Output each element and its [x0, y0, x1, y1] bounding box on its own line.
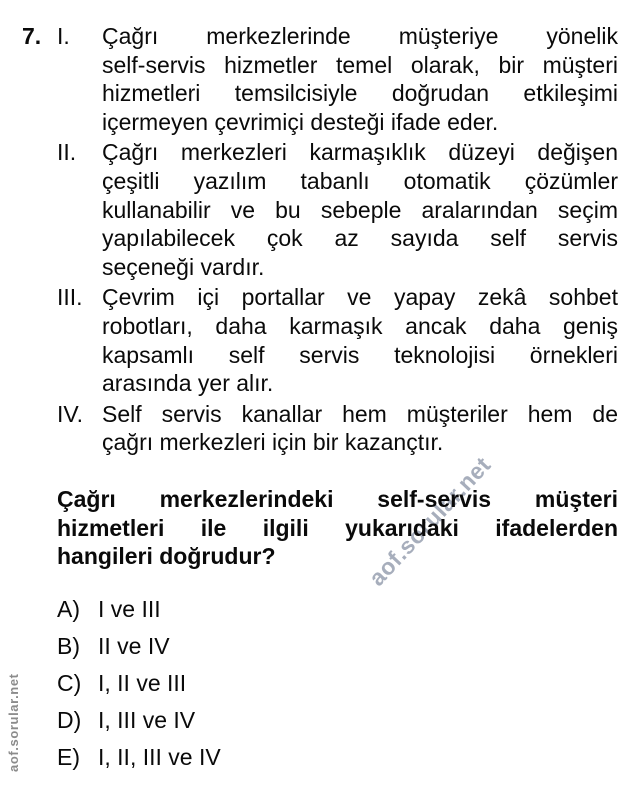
text-line: Çağrı merkezleri karmaşıklık düzeyi değişen: [102, 139, 618, 166]
text-line: çağrı merkezleri için bir kazançtır.: [102, 429, 444, 456]
item-text-1: [102, 22, 618, 136]
question-content: [57, 22, 618, 780]
text-line: Çevrim içi portallar ve yapay zekâ sohbet: [102, 284, 618, 311]
option-text: I, II, III ve IV: [98, 743, 221, 770]
option-text: I, III ve IV: [98, 706, 196, 733]
options-list: [57, 595, 618, 772]
list-item-3: [57, 283, 618, 397]
text-line: robotları, daha karmaşık ancak daha geniş: [102, 312, 618, 339]
text-line: Çağrı merkezlerinde müşteriye yönelik: [102, 23, 618, 49]
option-c: [57, 669, 618, 698]
option-letter: E): [57, 743, 80, 770]
text-line: self-servis hizmetler temel olarak, bir müşteri: [102, 51, 618, 78]
question-number: 7.: [22, 23, 42, 49]
option-text: II ve IV: [98, 632, 170, 659]
watermark-diagonal: aof.sorular.net: [363, 451, 496, 591]
item-text-4: [102, 400, 618, 457]
text-line: hizmetleri ile ilgili yukarıdaki ifadelerden: [57, 514, 618, 541]
option-text: I ve III: [98, 595, 161, 622]
text-line: Çağrı merkezlerindeki self-servis müşteri: [57, 485, 618, 512]
option-letter: A): [57, 595, 80, 622]
option-d: [57, 706, 618, 735]
roman-numeral-2: II.: [57, 139, 77, 166]
question-stem: [57, 485, 618, 571]
question-block: [22, 22, 618, 780]
item-text-2: [102, 138, 618, 281]
text-line: kullanabilir ve bu sebeple aralarından seçim: [102, 196, 618, 223]
text-line: hangileri doğrudur?: [57, 543, 276, 570]
text-line: seçeneği vardır.: [102, 253, 265, 280]
option-text: I, II ve III: [98, 669, 187, 696]
watermark-left: aof.sorular.net: [6, 673, 21, 772]
option-letter: D): [57, 706, 82, 733]
text-line: hizmetleri temsilcisiyle doğrudan etkileşimi: [102, 80, 618, 107]
list-item-4: [57, 400, 618, 457]
text-line: Self servis kanallar hem müşteriler hem de: [102, 400, 618, 427]
text-line: çeşitli yazılım tabanlı otomatik çözümler: [102, 167, 618, 194]
roman-numeral-4: IV.: [57, 400, 84, 427]
text-line: yapılabilecek çok az sayıda self servis: [102, 225, 618, 252]
roman-numeral-1: I.: [57, 23, 70, 49]
option-letter: B): [57, 632, 80, 659]
item-text-3: [102, 283, 618, 397]
option-letter: C): [57, 669, 82, 696]
list-item-2: [57, 138, 618, 281]
option-a: [57, 595, 618, 624]
text-line: kapsamlı self servis teknolojisi örnekleri: [102, 341, 618, 368]
list-item-1: [57, 22, 618, 136]
text-line: arasında yer alır.: [102, 370, 274, 397]
option-b: [57, 632, 618, 661]
option-e: [57, 743, 618, 772]
text-line: içermeyen çevrimiçi desteği ifade eder.: [102, 108, 499, 135]
roman-numeral-3: III.: [57, 284, 83, 311]
